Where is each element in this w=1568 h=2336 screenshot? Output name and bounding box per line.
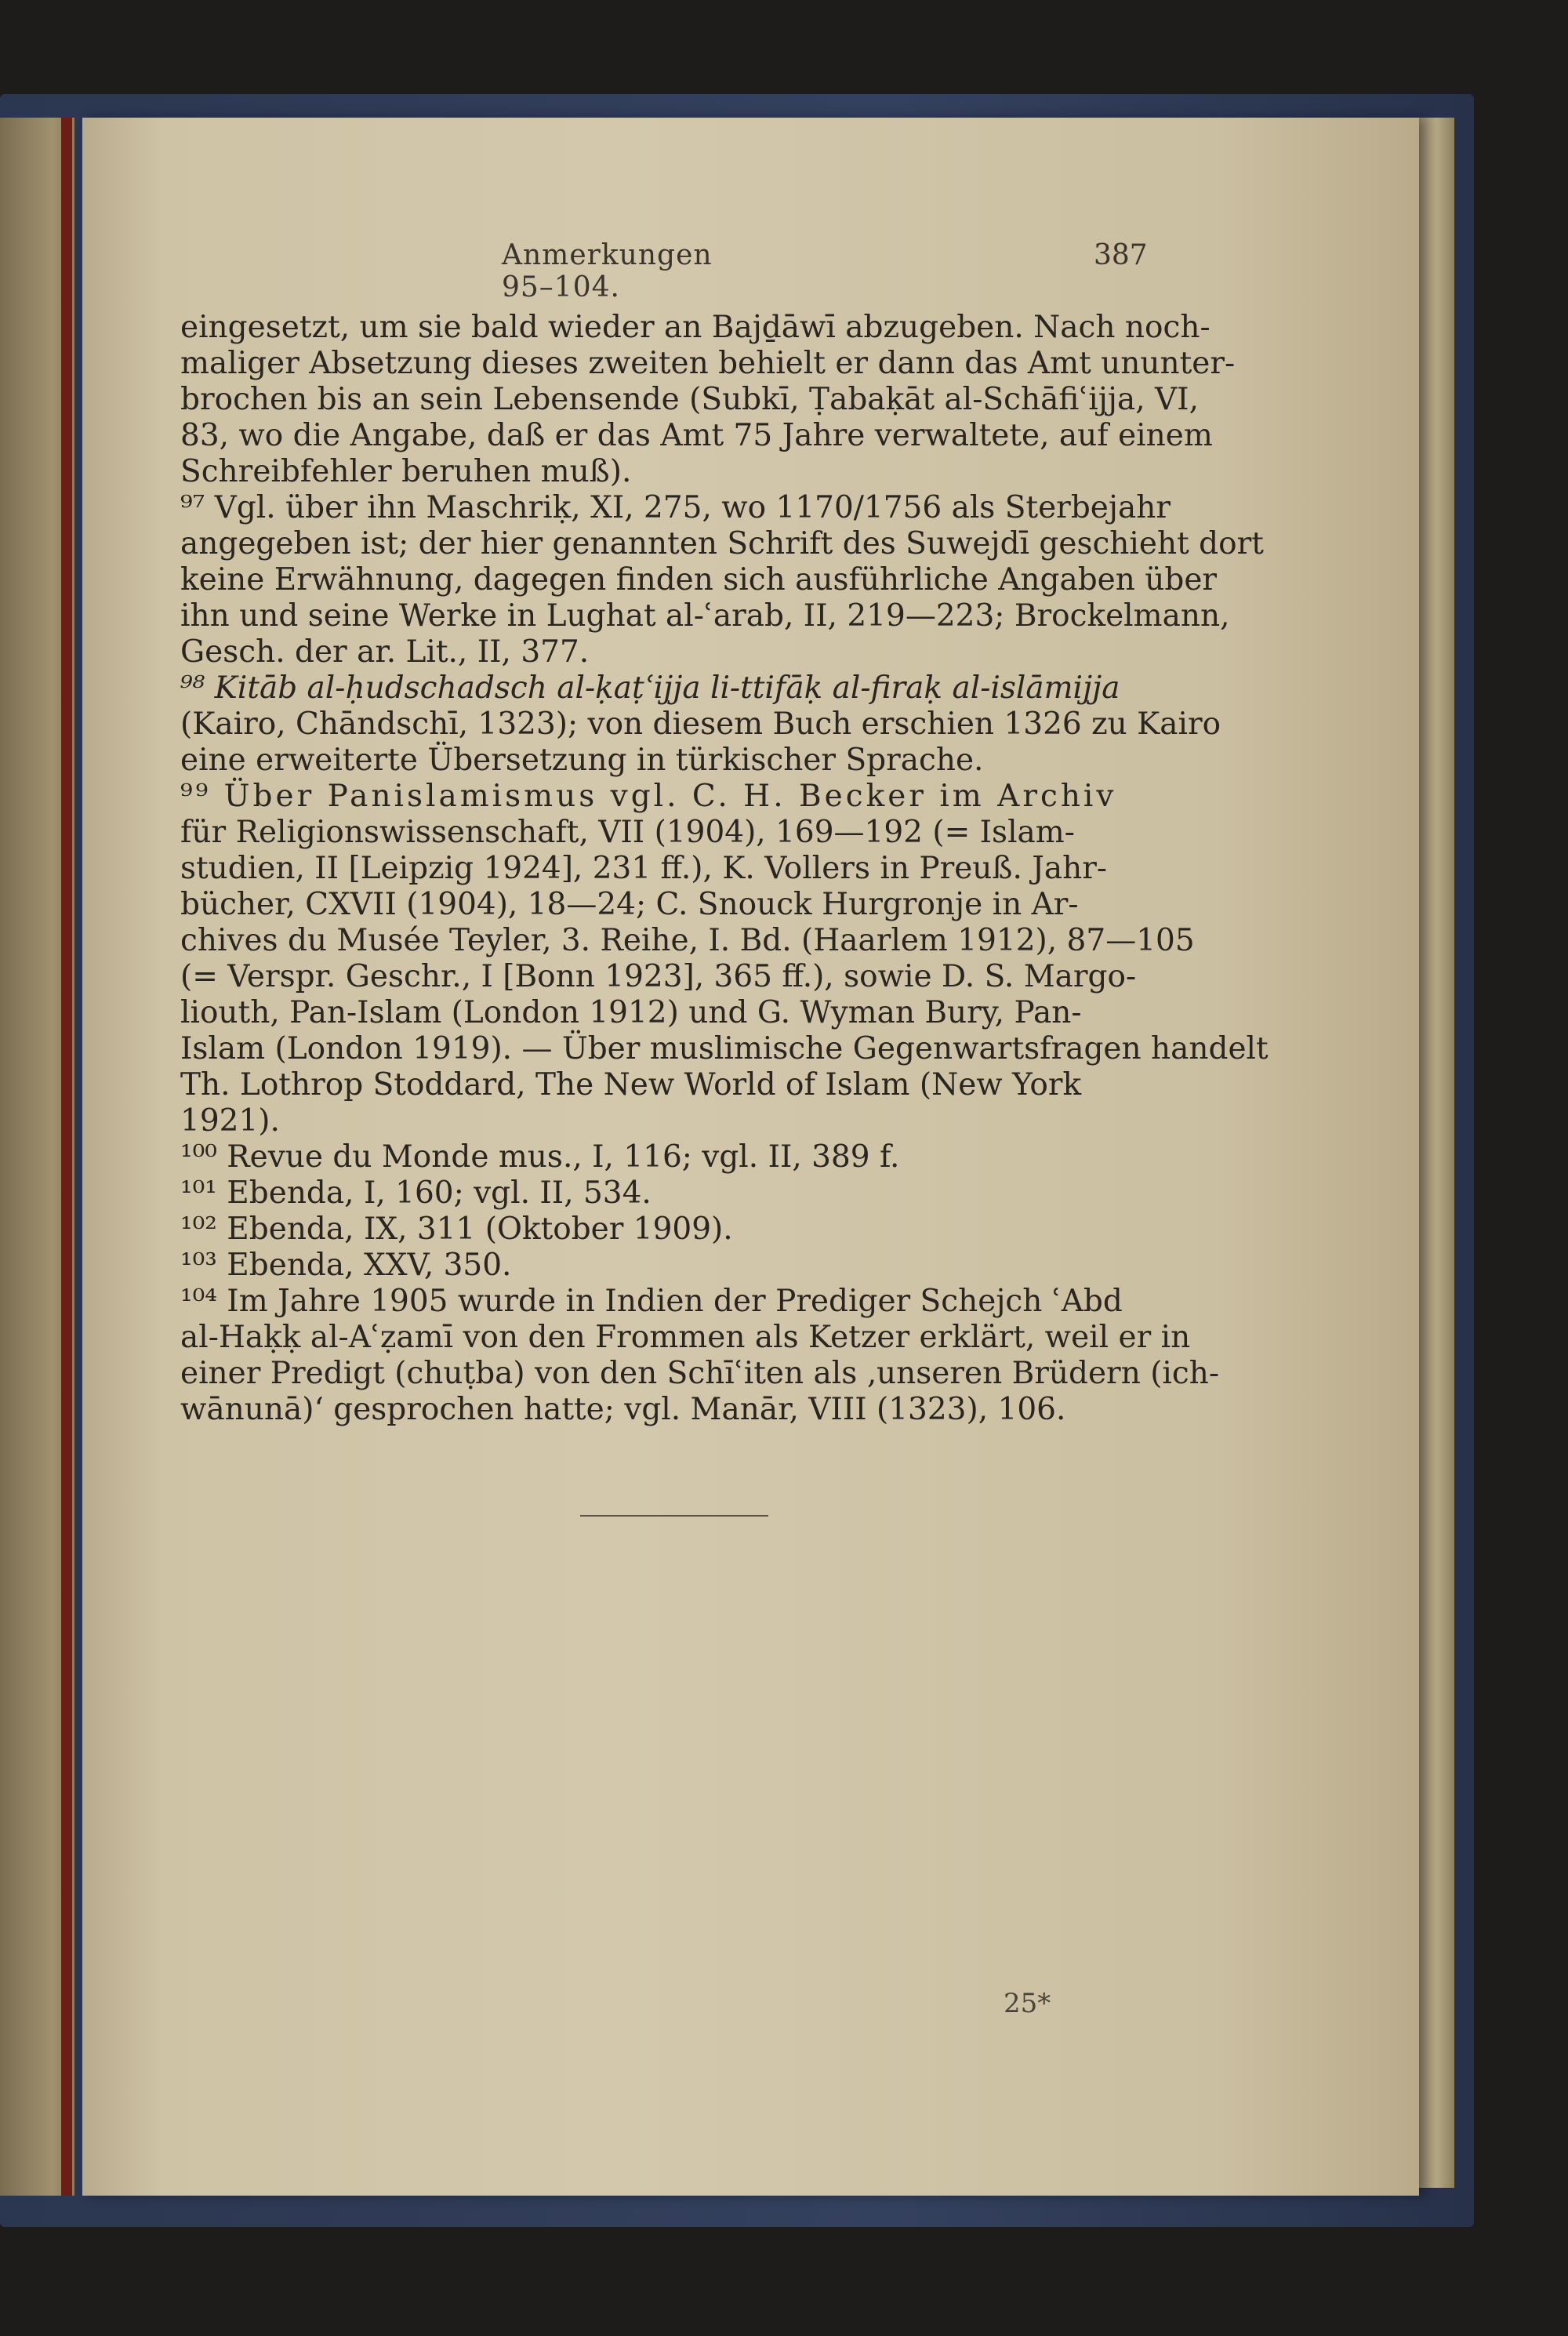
page-number: 387 xyxy=(1094,239,1148,271)
text-line: einer Predigt (chuṭba) von den Schīʿiten als ‚unseren Brüdern (ich- xyxy=(180,1356,1220,1391)
text-line: für Religionswissenschaft, VII (1904), 169—192 (= Islam- xyxy=(180,815,1075,850)
footnote-101: ¹⁰¹ Ebenda, I, 160; vgl. II, 534. xyxy=(180,1175,652,1211)
text-line: brochen bis an sein Lebensende (Subkī, Ṭabaḳāt al-Schāfiʿijja, VI, xyxy=(180,382,1199,417)
text-line: liouth, Pan-Islam (London 1912) und G. Wyman Bury, Pan- xyxy=(180,995,1082,1030)
text-line: studien, II [Leipzig 1924], 231 ff.), K. Vollers in Preuß. Jahr- xyxy=(180,851,1108,886)
signature-mark: 25* xyxy=(1004,1988,1051,2019)
text-line: Islam (London 1919). — Über muslimische Gegenwartsfragen handelt xyxy=(180,1031,1269,1066)
text-line: Th. Lothrop Stoddard, The New World of Islam (New York xyxy=(180,1067,1082,1103)
footnote-102: ¹⁰² Ebenda, IX, 311 (Oktober 1909). xyxy=(180,1212,733,1247)
text-line: bücher, CXVII (1904), 18—24; C. Snouck Hurgronje in Ar- xyxy=(180,887,1079,922)
text-line: Gesch. der ar. Lit., II, 377. xyxy=(180,634,590,670)
text-line: eingesetzt, um sie bald wieder an Bajḏāwī abzugeben. Nach noch- xyxy=(180,310,1210,345)
red-page-edge xyxy=(61,118,72,2196)
text-line: 1921). xyxy=(180,1103,280,1139)
text-line: eine erweiterte Übersetzung in türkischer Sprache. xyxy=(180,743,984,778)
text-line: (= Verspr. Geschr., I [Bonn 1923], 365 ff.), sowie D. S. Margo- xyxy=(180,959,1137,994)
text-line: Schreibfehler beruhen muß). xyxy=(180,454,632,489)
text-line: (Kairo, Chāndschī, 1323); von diesem Buch erschien 1326 zu Kairo xyxy=(180,707,1221,742)
footnote-104: ¹⁰⁴ Im Jahre 1905 wurde in Indien der Prediger Schejch ʿAbd xyxy=(180,1284,1123,1319)
text-line: keine Erwähnung, dagegen finden sich ausführliche Angaben über xyxy=(180,562,1218,598)
end-rule xyxy=(580,1515,768,1517)
text-line: angegeben ist; der hier genannten Schrift des Suwejdī geschieht dort xyxy=(180,526,1264,561)
text-line: 83, wo die Angabe, daß er das Amt 75 Jahre verwaltete, auf einem xyxy=(180,418,1213,453)
running-title: Anmerkungen 95–104. xyxy=(502,239,713,303)
footnote-103: ¹⁰³ Ebenda, XXV, 350. xyxy=(180,1248,512,1283)
footnote-99: ⁹⁹ Über Panislamismus vgl. C. H. Becker im Archiv xyxy=(180,779,1117,814)
footnote-98: ⁹⁸ Kitāb al-ḥudschadsch al-ḳaṭʿijja li-ttifāḳ al-firaḳ al-islāmijja xyxy=(180,670,1120,706)
text-line: wānunā)ʻ gesprochen hatte; vgl. Manār, VIII (1323), 106. xyxy=(180,1392,1066,1427)
page-stack-edge xyxy=(1419,118,1454,2188)
text-line: maliger Absetzung dieses zweiten behielt er dann das Amt ununter- xyxy=(180,346,1236,381)
footnote-97: ⁹⁷ Vgl. über ihn Maschriḳ, XI, 275, wo 1170/1756 als Sterbejahr xyxy=(180,490,1171,525)
footnote-100: ¹⁰⁰ Revue du Monde mus., I, 116; vgl. II, 389 f. xyxy=(180,1139,900,1175)
text-line: chives du Musée Teyler, 3. Reihe, I. Bd. (Haarlem 1912), 87—105 xyxy=(180,923,1195,958)
text-line: al-Haḳḳ al-Aʿẓamī von den Frommen als Ketzer erklärt, weil er in xyxy=(180,1320,1191,1355)
text-line: ihn und seine Werke in Lughat al-ʿarab, II, 219—223; Brockelmann, xyxy=(180,598,1230,634)
